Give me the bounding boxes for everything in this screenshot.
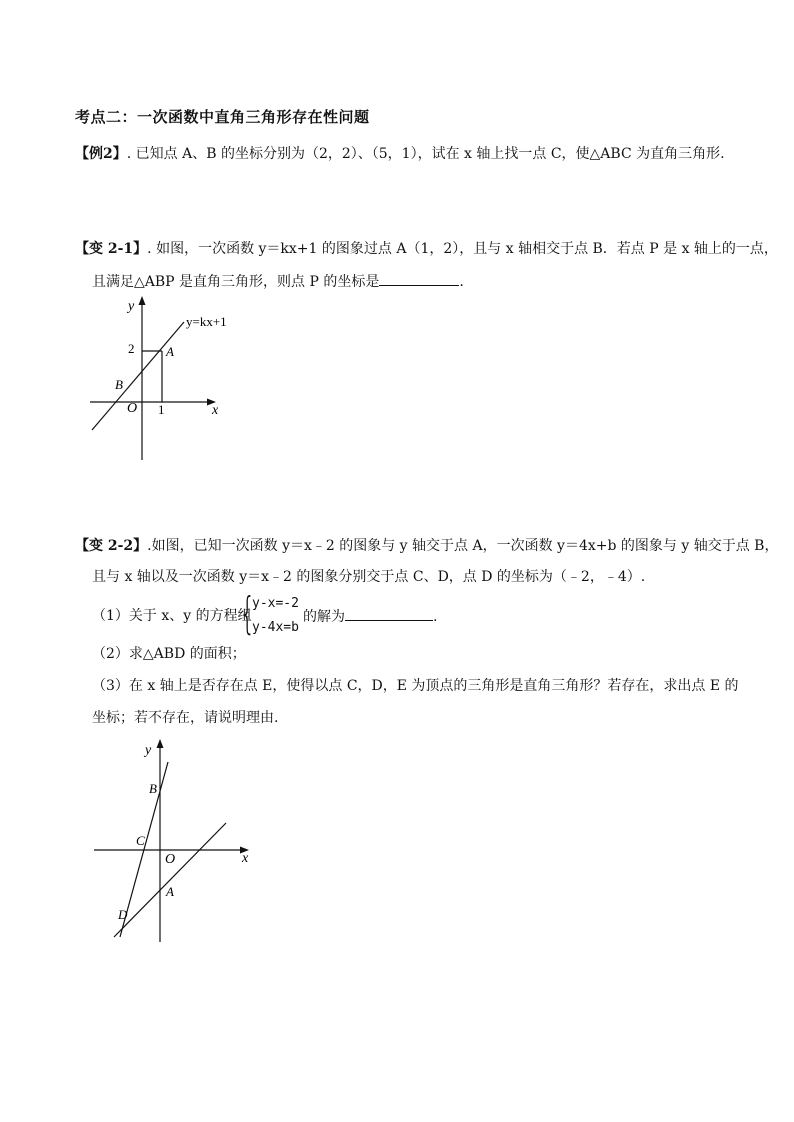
question-1-end: . xyxy=(433,609,438,625)
point-c-label: C xyxy=(136,833,145,848)
y-axis-label: y xyxy=(145,743,152,758)
brace-icon: { xyxy=(239,588,256,639)
point-b-label: B xyxy=(149,781,157,796)
example-2 xyxy=(75,144,725,164)
x-axis-label: x xyxy=(212,403,219,418)
variant-2-1-line2 xyxy=(92,271,464,292)
variant-2-1-tag: 【变 2-1】 xyxy=(75,241,148,257)
graph-variant-2-1 xyxy=(80,290,240,470)
variant-2-2-text1: .如图，已知一次函数 y＝x﹣2 的图象与 y 轴交于点 A，一次函数 y＝4x+b 的图象与 y 轴交于点 B， xyxy=(147,538,779,554)
example-2-tag: 【例2】 xyxy=(75,146,127,162)
variant-2-1-text2-end: . xyxy=(459,274,464,290)
variant-2-1-line1 xyxy=(75,239,778,259)
equation-system xyxy=(252,592,299,640)
origin-label: O xyxy=(127,401,138,416)
line-y-x-minus-2 xyxy=(114,823,226,937)
question-1-post xyxy=(303,606,437,627)
answer-blank-2[interactable] xyxy=(345,606,433,621)
y-axis-arrow xyxy=(157,739,164,748)
question-2: （2）求△ABD 的面积； xyxy=(92,646,246,662)
line-y-kx-plus-1 xyxy=(92,322,184,430)
variant-2-2-line2: 且与 x 轴以及一次函数 y＝x﹣2 的图象分别交于点 C、D，点 D 的坐标为（﹣2，﹣4）. xyxy=(92,569,646,585)
point-b-label: B xyxy=(115,377,123,392)
y-axis-label: y xyxy=(128,299,135,314)
point-a-label: A xyxy=(166,884,174,899)
point-a-label: A xyxy=(166,344,174,359)
line-label: y=kx+1 xyxy=(186,314,227,329)
variant-2-1-text1: . 如图，一次函数 y＝kx+1 的图象过点 A（1，2），且与 x 轴相交于点 B．若点 P 是 x 轴上的一点， xyxy=(147,241,778,257)
question-1-pre: （1）关于 x、y 的方程组 xyxy=(92,608,252,624)
point-d-label: D xyxy=(118,907,128,922)
question-3-line2: 坐标；若不存在，请说明理由. xyxy=(92,710,279,726)
section-title: 考点二：一次函数中直角三角形存在性问题 xyxy=(75,108,370,126)
equation-1: y-x=-2 xyxy=(252,596,299,611)
example-2-text: . 已知点 A、B 的坐标分别为（2，2）、（5，1），试在 x 轴上找一点 C，使△ABC 为直角三角形. xyxy=(126,146,725,162)
variant-2-2-line1 xyxy=(75,536,778,556)
tick-x-1: 1 xyxy=(158,402,165,417)
variant-2-2-tag: 【变 2-2】 xyxy=(75,538,148,554)
equation-2: y-4x=b xyxy=(252,620,299,635)
graph-variant-2-2 xyxy=(86,732,266,947)
question-1-post-text: 的解为 xyxy=(303,609,345,625)
variant-2-1-text2: 且满足△ABP 是直角三角形，则点 P 的坐标是 xyxy=(92,274,380,290)
question-3-line1: （3）在 x 轴上是否存在点 E，使得以点 C，D，E 为顶点的三角形是直角三角形？若存在，求出点 E 的 xyxy=(92,678,739,694)
answer-blank-1[interactable] xyxy=(379,271,459,286)
tick-y-2: 2 xyxy=(128,341,135,356)
x-axis-label: x xyxy=(242,851,249,866)
origin-label: O xyxy=(165,852,176,867)
y-axis-arrow xyxy=(139,296,146,305)
